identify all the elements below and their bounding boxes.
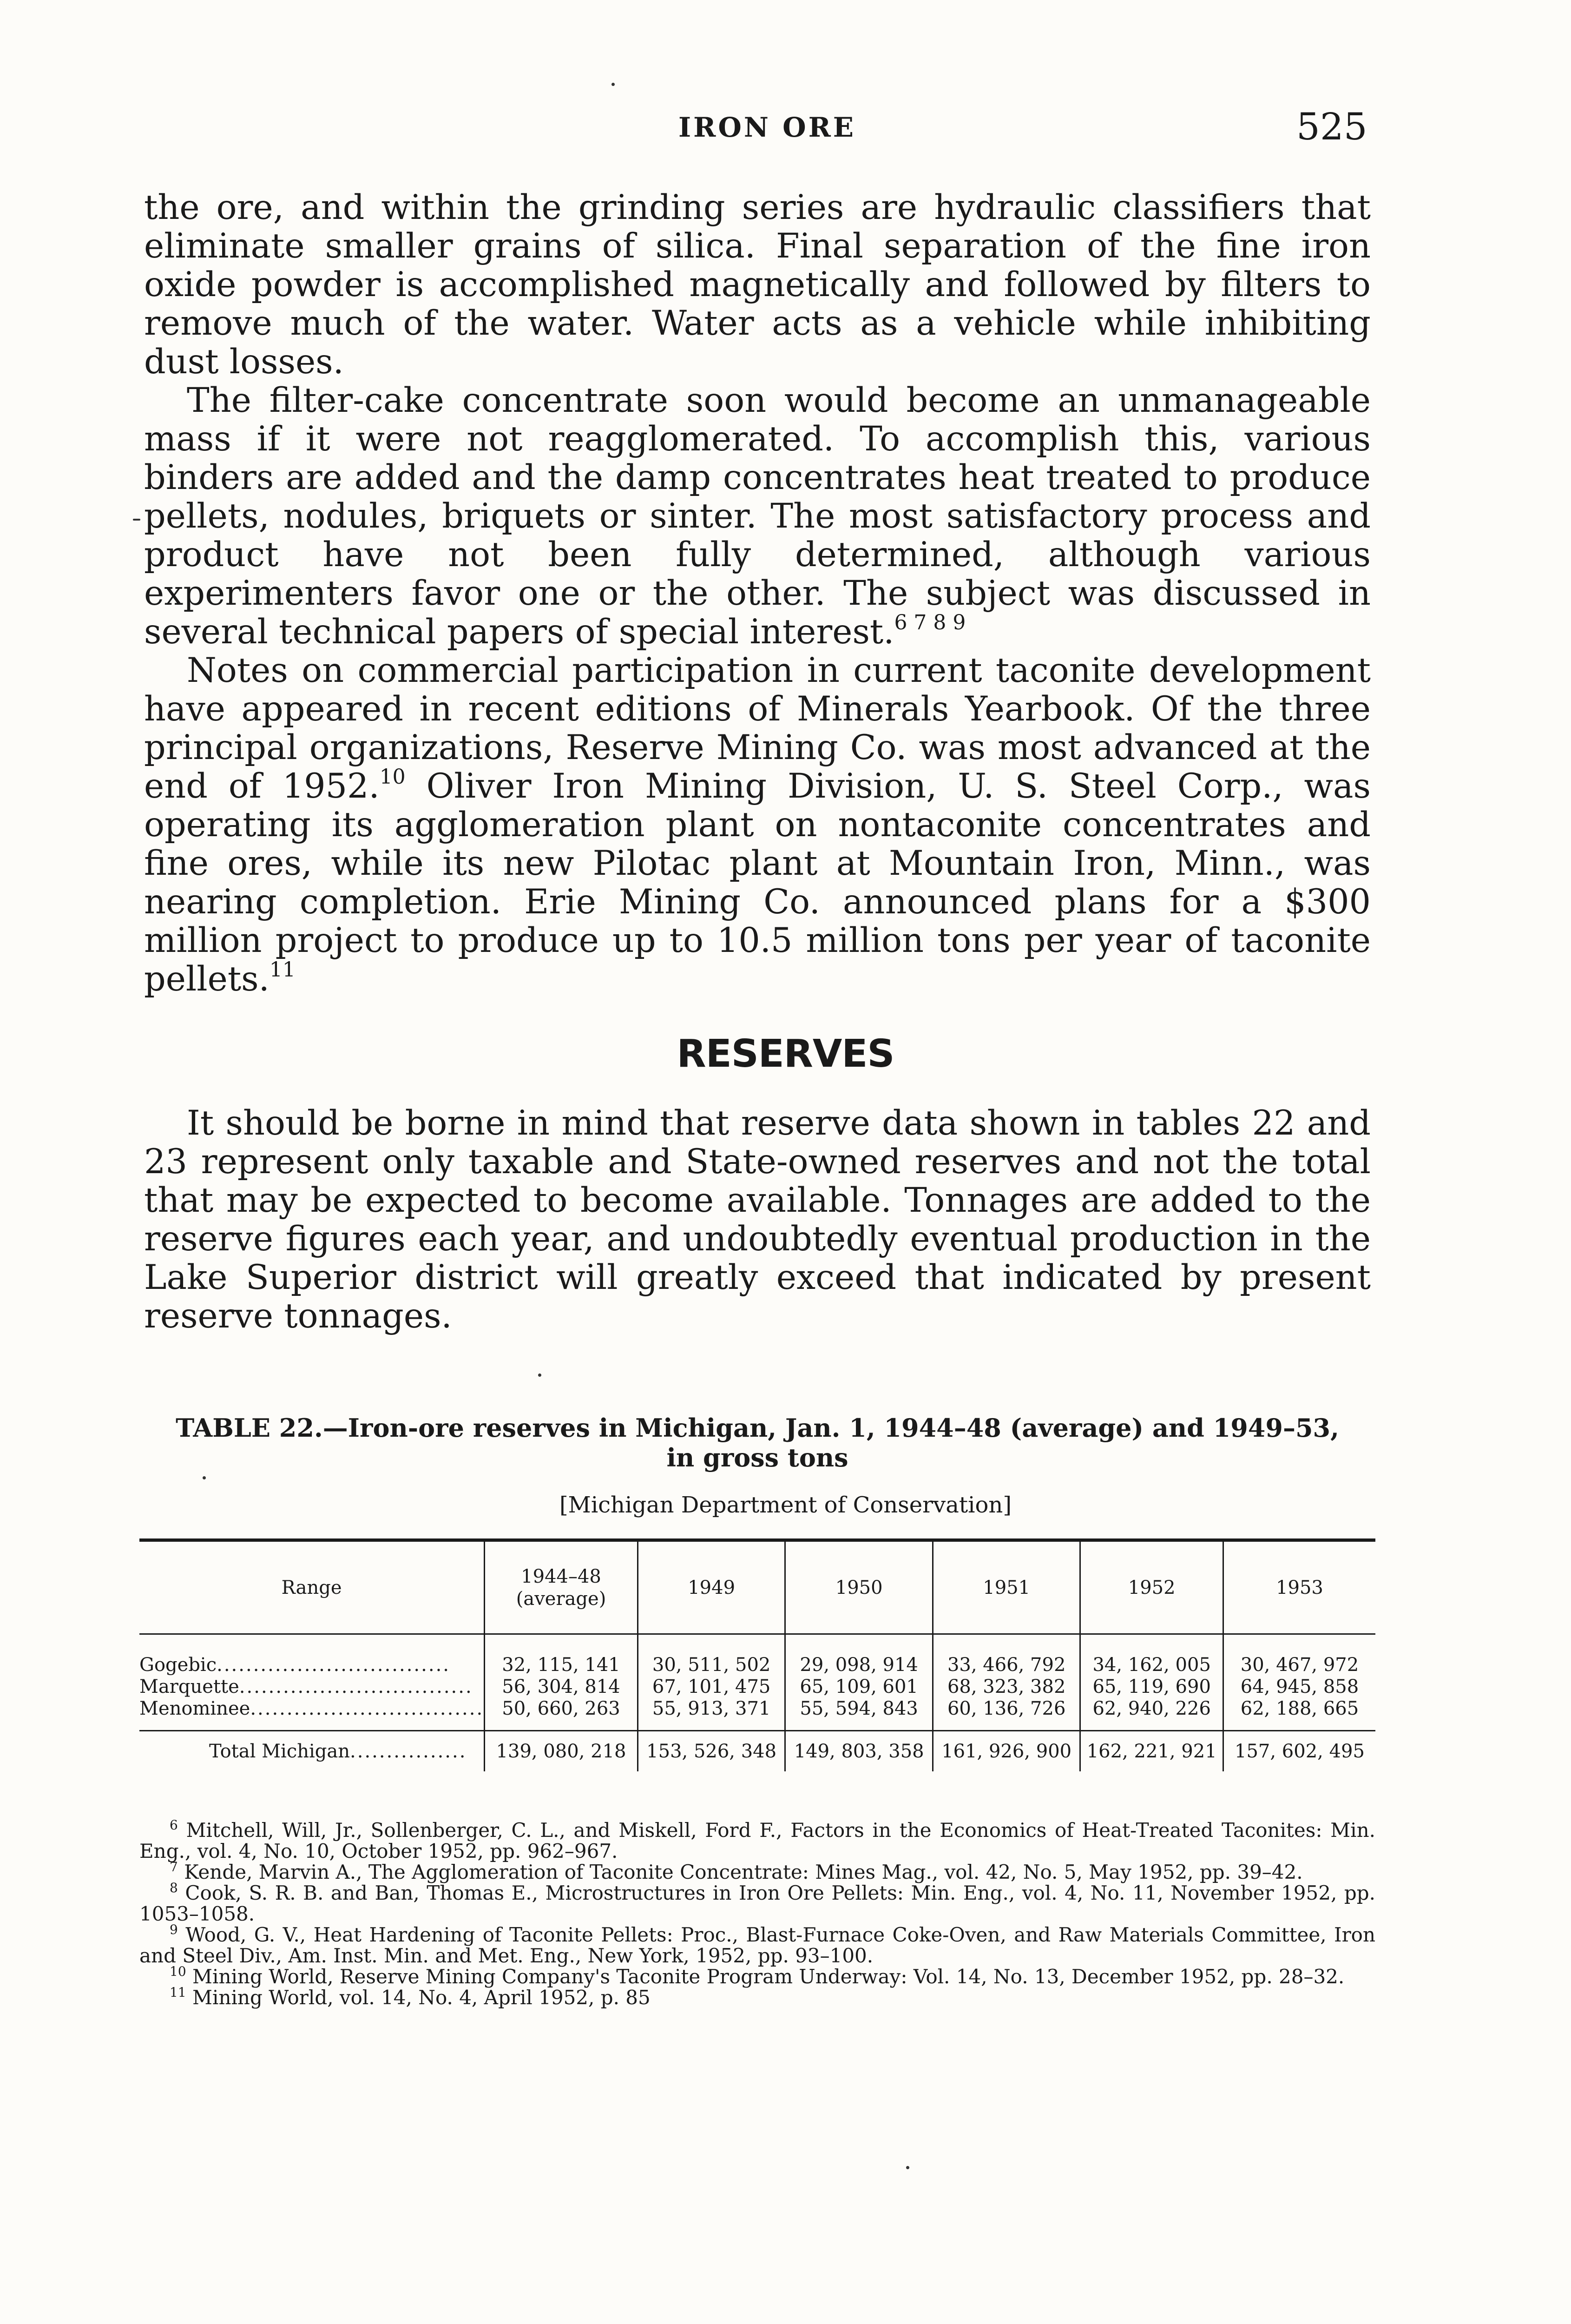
table-cell: 139, 080, 218 — [485, 1731, 638, 1772]
table-cell: 68, 323, 382 — [933, 1676, 1080, 1698]
table-cell: 56, 304, 814 — [485, 1676, 638, 1698]
total-label: Total Michigan................ — [139, 1731, 485, 1772]
paragraph-3 — [144, 651, 1371, 998]
table-cell: 60, 136, 726 — [933, 1698, 1080, 1731]
table-cell: 34, 162, 005 — [1080, 1634, 1223, 1677]
table-cell: 30, 467, 972 — [1223, 1634, 1375, 1677]
footnote-6: $^6$ Mitchell, Will, Jr., Sollenberger, C. L., and Miskell, Ford F., Factors in the Economics of Heat-Treated Taconites: Min. Eng., vol. 4, No. 10, October 1952, pp. 962–967. — [139, 1817, 1375, 1862]
table-source: [Michigan Department of Conservation] — [559, 1492, 1012, 1518]
table-cell: 65, 119, 690 — [1080, 1676, 1223, 1698]
reserves-table — [139, 1538, 1375, 1771]
footnote-ref-10: 10 — [379, 765, 406, 789]
reserves-paragraph: It should be borne in mind that reserve data shown in tables 22 and 23 represent only taxable and State-owned reserves and not the total that may be expected to become available. Tonnages are added to the reserve figures each year, and undoubtedly eventual production in the Lake Superior district will greatly exceed that indicated by present reserve tonnages. — [144, 1103, 1371, 1336]
header-1949: 1949 — [638, 1540, 785, 1634]
table-caption — [139, 1413, 1375, 1472]
header-1950: 1950 — [785, 1540, 933, 1634]
header-1944-48-average: (average) — [516, 1588, 606, 1610]
table-cell: 161, 926, 900 — [933, 1731, 1080, 1772]
range-name: Gogebic................................ — [139, 1654, 450, 1676]
header-1944-48-years: 1944–48 — [521, 1565, 601, 1587]
footnote-8: $^8$ Cook, S. R. B. and Ban, Thomas E., Microstructures in Iron Ore Pellets: Min. Eng., vol. 4, No. 11, November 1952, pp. 1053–1058. — [139, 1880, 1375, 1925]
footnote-7: $^7$ Kende, Marvin A., The Agglomeration of Taconite Concentrate: Mines Mag., vol. 42, No. 5, May 1952, pp. 39–42. — [170, 1859, 1303, 1883]
footnote-11: $^{11}$ Mining World, vol. 14, No. 4, April 1952, p. 85 — [170, 1985, 651, 2009]
footnote-refs-6-9: 6 7 8 9 — [894, 611, 966, 634]
table-cell: 62, 940, 226 — [1080, 1698, 1223, 1731]
scan-speck — [906, 2166, 909, 2169]
paragraph-2-text: The filter-cake concentrate soon would become an unmanageable mass if it were not reagglomerated. To accomplish this, various binders are added and the damp concentrates heat treated to produce pellets, nodules, briquets or sinter. The most satisfactory process and product have not been fully determined, although various experimenters favor one or the other. The subject was discussed in several technical papers of special interest. — [144, 381, 1371, 652]
table-cell: 33, 466, 792 — [933, 1634, 1080, 1677]
table-cell: 162, 221, 921 — [1080, 1731, 1223, 1772]
header-1951: 1951 — [933, 1540, 1080, 1634]
footnote-9: $^9$ Wood, G. V., Heat Hardening of Taconite Pellets: Proc., Blast-Furnace Coke-Oven, and Raw Materials Committee, Iron and Steel Div., Am. Inst. Min. and Met. Eng., New York, 1952, pp. 93–100. — [139, 1922, 1375, 1967]
paragraph-3-text-a: Notes on commercial participation in current taconite development have appeared in recent editions of Minerals Yearbook. Of the three principal organizations, Reserve Mining Co. was most advanced at the end of 1952. — [144, 651, 1371, 806]
table-cell: 149, 803, 358 — [785, 1731, 933, 1772]
table-cell: 153, 526, 348 — [638, 1731, 785, 1772]
header-range: Range — [139, 1540, 485, 1634]
range-name: Menominee................................ — [139, 1698, 484, 1719]
range-name: Marquette................................ — [139, 1676, 473, 1697]
scan-speck — [611, 83, 615, 86]
table-cell: 50, 660, 263 — [485, 1698, 638, 1731]
table-row-marquette — [139, 1676, 1375, 1698]
table-header-row — [139, 1540, 1375, 1634]
table-cell: 65, 109, 601 — [785, 1676, 933, 1698]
footnote-ref-11: 11 — [269, 958, 296, 982]
scan-speck — [133, 519, 140, 521]
table-caption-line-1: TABLE 22.—Iron-ore reserves in Michigan, Jan. 1, 1944–48 (average) and 1949–53, — [176, 1413, 1339, 1443]
table-cell: 29, 098, 914 — [785, 1634, 933, 1677]
paragraph-2 — [144, 381, 1371, 651]
scan-speck — [538, 1373, 541, 1377]
page-header — [0, 105, 1571, 158]
table-cell: 157, 602, 495 — [1223, 1731, 1375, 1772]
footnote-10: $^{10}$ Mining World, Reserve Mining Company's Taconite Program Underway: Vol. 14, No. 13, December 1952, pp. 28–32. — [170, 1964, 1345, 1988]
table-row-gogebic — [139, 1634, 1375, 1677]
scan-speck — [203, 1476, 206, 1479]
header-1953: 1953 — [1223, 1540, 1375, 1634]
body-text — [144, 188, 1371, 998]
table-row-total — [139, 1731, 1375, 1772]
table-cell: 67, 101, 475 — [638, 1676, 785, 1698]
header-1952: 1952 — [1080, 1540, 1223, 1634]
paragraph-1: the ore, and within the grinding series are hydraulic classifiers that eliminate smaller grains of silica. Final separation of the fine iron oxide powder is accomplished magnetically and followed by filters to remove much of the water. Water acts as a vehicle while inhibiting dust losses. — [144, 188, 1371, 382]
running-head: IRON ORE — [678, 112, 856, 143]
table-cell: 64, 945, 858 — [1223, 1676, 1375, 1698]
table-cell: 55, 913, 371 — [638, 1698, 785, 1731]
paragraph-3-text-b: Oliver Iron Mining Division, U. S. Steel Corp., was operating its agglomeration plant on nontaconite concentrates and fine ores, while its new Pilotac plant at Mountain Iron, Minn., was nearing completion. Erie Mining Co. announced plans for a $300 million project to produce up to 10.5 million tons per year of taconite pellets. — [144, 766, 1371, 999]
table-cell: 30, 511, 502 — [638, 1634, 785, 1677]
table-caption-line-2: in gross tons — [666, 1443, 848, 1472]
header-1944-48 — [485, 1540, 638, 1634]
reserves-heading: RESERVES — [677, 1032, 894, 1076]
table-cell: 55, 594, 843 — [785, 1698, 933, 1731]
table-cell: 32, 115, 141 — [485, 1634, 638, 1677]
table-row-menominee — [139, 1698, 1375, 1731]
table-cell: 62, 188, 665 — [1223, 1698, 1375, 1731]
footnotes — [139, 1817, 1375, 2009]
page-number: 525 — [1296, 105, 1367, 148]
